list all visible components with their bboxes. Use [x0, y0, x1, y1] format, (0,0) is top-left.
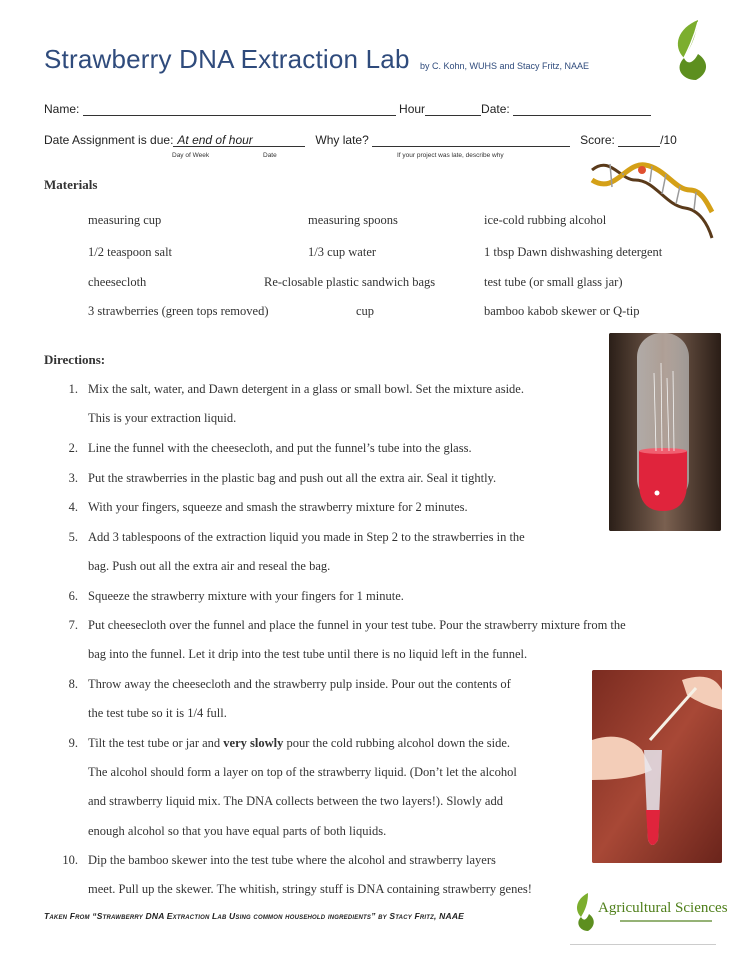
material-item: cup: [356, 304, 375, 318]
step-text: The alcohol should form a layer on top of the strawberry liquid. (Don’t let the alcohol: [88, 765, 517, 779]
step-text: With your fingers, squeeze and smash the strawberry mixture for 2 minutes.: [88, 500, 468, 514]
material-item: cheesecloth: [88, 275, 147, 289]
leaf-logo-small-icon: [572, 892, 596, 932]
step-text: Line the funnel with the cheesecloth, and put the funnel’s tube into the glass.: [88, 441, 472, 455]
name-field[interactable]: [83, 102, 396, 116]
material-item: 1 tbsp Dawn dishwashing detergent: [484, 245, 663, 259]
test-tube-photo: [609, 333, 721, 531]
step-text-part: pour the cold rubbing alcohol down the side.: [283, 736, 511, 750]
due-row: [44, 133, 677, 147]
step-text: Mix the salt, water, and Dawn detergent in a glass or small bowl. Set the mixture aside.: [88, 382, 524, 396]
step-number: 7.: [68, 618, 78, 632]
material-item: 1/3 cup water: [308, 245, 377, 259]
step-text: bag into the funnel. Let it drip into the test tube until there is no liquid left in the funnel.: [88, 647, 528, 661]
step-text: [88, 736, 510, 751]
late-field[interactable]: [372, 133, 570, 147]
score-suffix: /10: [660, 133, 677, 147]
step-number: 9.: [68, 736, 78, 750]
name-row: [44, 102, 651, 116]
step-text: This is your extraction liquid.: [88, 411, 237, 425]
step-text: Add 3 tablespoons of the extraction liquid you made in Step 2 to the strawberries in the: [88, 530, 525, 544]
score-field[interactable]: [618, 133, 660, 147]
page-title: Strawberry DNA Extraction Lab: [44, 44, 410, 74]
step-text: Dip the bamboo skewer into the test tube where the alcohol and strawberry layers: [88, 853, 496, 867]
sub-date: Date: [263, 152, 277, 159]
step-number: 3.: [68, 471, 78, 485]
step-text: bag. Push out all the extra air and reseal the bag.: [88, 559, 331, 573]
date-label: Date:: [481, 102, 510, 116]
material-item: measuring spoons: [308, 213, 398, 227]
step-text: the test tube so it is 1/4 full.: [88, 706, 227, 720]
skewer-illustration: [592, 670, 722, 863]
step-text: meet. Pull up the skewer. The whitish, stringy stuff is DNA containing strawberry genes!: [88, 882, 532, 896]
materials-heading: Materials: [44, 177, 98, 192]
date-field[interactable]: [513, 102, 651, 116]
ag-logo-text: Agricultural Sciences: [598, 900, 728, 916]
agricultural-sciences-logo: [572, 892, 728, 934]
step-text: and strawberry liquid mix. The DNA collects between the two layers!). Slowly add: [88, 794, 503, 808]
step-number: 2.: [68, 441, 78, 455]
step-text: enough alcohol so that you have equal parts of both liquids.: [88, 824, 387, 838]
step-number: 6.: [68, 589, 78, 603]
step-text-part: Tilt the test tube or jar and: [88, 736, 224, 750]
footer-rule: [570, 944, 716, 945]
dna-skewer-photo: [592, 670, 722, 863]
hour-field[interactable]: [425, 102, 481, 116]
step-text: Put cheesecloth over the funnel and place the funnel in your test tube. Pour the strawberry mixture from the: [88, 618, 626, 632]
step-number: 4.: [68, 500, 78, 514]
step-number: 1.: [68, 382, 78, 396]
due-field[interactable]: At end of hour: [173, 133, 305, 147]
emphasis-very-slowly: very slowly: [223, 736, 284, 750]
material-item: measuring cup: [88, 213, 162, 227]
directions-heading: Directions:: [44, 352, 106, 367]
sub-day: Day of Week: [172, 152, 210, 159]
step-text: Put the strawberries in the plastic bag and push out all the extra air. Seal it tightly.: [88, 471, 497, 485]
step-number: 5.: [68, 530, 78, 544]
sub-late: If your project was late, describe why: [397, 152, 504, 159]
name-label: Name:: [44, 102, 80, 116]
step-number: 8.: [68, 677, 78, 691]
hour-label: Hour: [399, 102, 426, 116]
material-item: 1/2 teaspoon salt: [88, 245, 173, 259]
score-label: Score:: [580, 133, 615, 147]
material-item: bamboo kabob skewer or Q-tip: [484, 304, 640, 318]
material-item: Re-closable plastic sandwich bags: [264, 275, 436, 289]
footer-citation: Taken From “Strawberry DNA Extraction Lab Using common household ingredients” by Stacy Fritz, NAAE: [44, 911, 465, 921]
test-tube-illustration: [609, 333, 721, 531]
material-item: ice-cold rubbing alcohol: [484, 213, 607, 227]
step-text: Squeeze the strawberry mixture with your fingers for 1 minute.: [88, 589, 404, 603]
ag-logo-underline: [620, 920, 712, 922]
due-label: Date Assignment is due:: [44, 133, 174, 147]
material-item: test tube (or small glass jar): [484, 275, 623, 289]
material-item: 3 strawberries (green tops removed): [88, 304, 269, 318]
step-number: 10.: [62, 853, 78, 867]
leaf-logo-icon: [668, 18, 714, 82]
dna-helix-icon: [590, 150, 715, 240]
step-text: Throw away the cheesecloth and the strawberry pulp inside. Pour out the contents of: [88, 677, 511, 691]
late-label: Why late?: [315, 133, 369, 147]
byline: by C. Kohn, WUHS and Stacy Fritz, NAAE: [420, 61, 590, 71]
